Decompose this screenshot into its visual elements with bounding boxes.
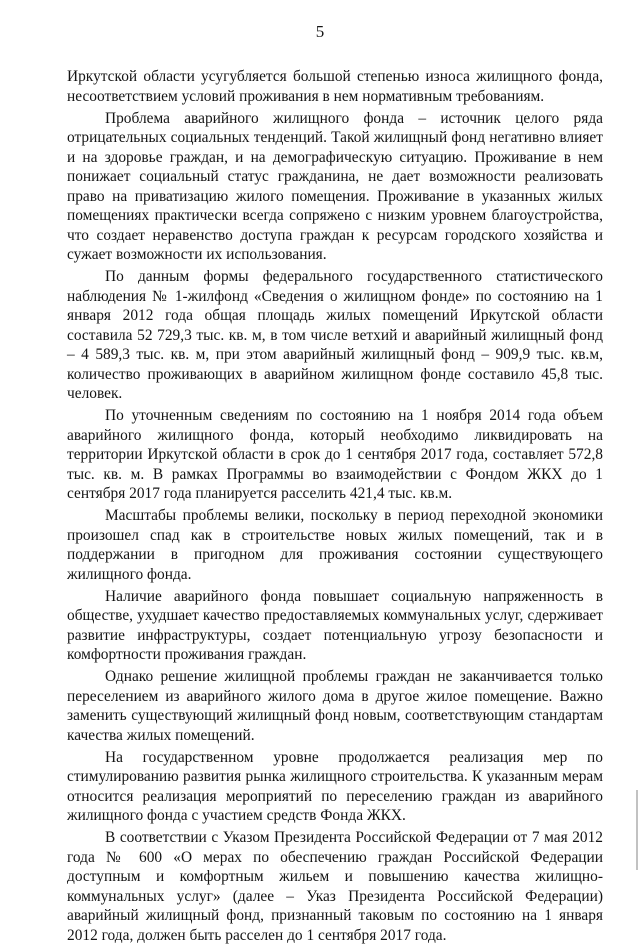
paragraph-presidential-decree: В соответствии с Указом Президента Российской Федерации от 7 мая 2012 года № 600 «О мерах по обеспечению граждан Российской Федерации доступным и комфортным жильем и повышению качества жилищно-коммунальных услуг» (далее – Указ Президента Российской Федерации) аварийный жилищный фонд, признанный таковым по состоянию на 1 января 2012 года, должен быть расселен до 1 сентября 2017 года. [67, 829, 603, 944]
scan-edge-mark [636, 790, 638, 870]
paragraph-social-tension: Наличие аварийного фонда повышает социальную напряженность в обществе, ухудшает качество предоставляемых коммунальных услуг, сдерживает развитие инфраструктуры, создает потенциальную угрозу безопасности и комфортности проживания граждан. [67, 587, 603, 663]
document-body [67, 67, 603, 945]
paragraph-updated-data-2014: По уточненным сведениям по состоянию на 1 ноября 2014 года объем аварийного жилищного фонда, который необходимо ликвидировать на территории Иркутской области в срок до 1 сентября 2017 года, составляет 572,8 тыс. кв. м. В рамках Программы во взаимодействии с Фондом ЖКХ до 1 сентября 2017 года планируется расселить 421,4 тыс. кв.м. [67, 407, 603, 502]
page-number: 5 [315, 22, 325, 41]
paragraph-continued: Иркутской области усугубляется большой степенью износа жилищного фонда, несоответствием условий проживания в нем нормативным требованиям. [67, 68, 603, 105]
paragraph-scale-of-problem: Масштабы проблемы велики, поскольку в период переходной экономики произошел спад как в строительстве новых жилых помещений, так и в поддержании в пригодном для проживания состоянии существующего жилищного фонда. [67, 507, 603, 583]
paragraph-state-measures: На государственном уровне продолжается реализация мер по стимулированию развития рынка жилищного строительства. К указанным мерам относится реализация мероприятий по переселению граждан из аварийного жилищного фонда с участием средств Фонда ЖКХ. [67, 748, 603, 824]
paragraph-statistics-2012: По данным формы федерального государственного статистического наблюдения № 1-жилфонд «Сведения о жилищном фонде» по состоянию на 1 января 2012 года общая площадь жилых помещений Иркутской области составила 52 729,3 тыс. кв. м, в том числе ветхий и аварийный жилищный фонд – 4 589,3 тыс. кв. м, при этом аварийный жилищный фонд – 909,9 тыс. кв.м, количество проживающих в аварийном жилищном фонде составило 45,8 тыс. человек. [67, 268, 603, 402]
paragraph-housing-replacement: Однако решение жилищной проблемы граждан не заканчивается только переселением из аварийного жилого дома в другое жилое помещение. Важно заменить существующий жилищный фонд новым, соответствующим стандартам качества жилых помещений. [67, 668, 603, 744]
paragraph-emergency-housing-problem: Проблема аварийного жилищного фонда – источник целого ряда отрицательных социальных тенденций. Такой жилищный фонд негативно влияет и на здоровье граждан, и на демографическую ситуацию. Проживание в нем понижает социальный статус гражданина, не дает возможности реализовать право на приватизацию жилого помещения. Проживание в указанных жилых помещениях практически всегда сопряжено с низким уровнем благоустройства, что создает неравенство доступа граждан к ресурсам городского хозяйства и сужает возможности их использования. [67, 109, 603, 263]
